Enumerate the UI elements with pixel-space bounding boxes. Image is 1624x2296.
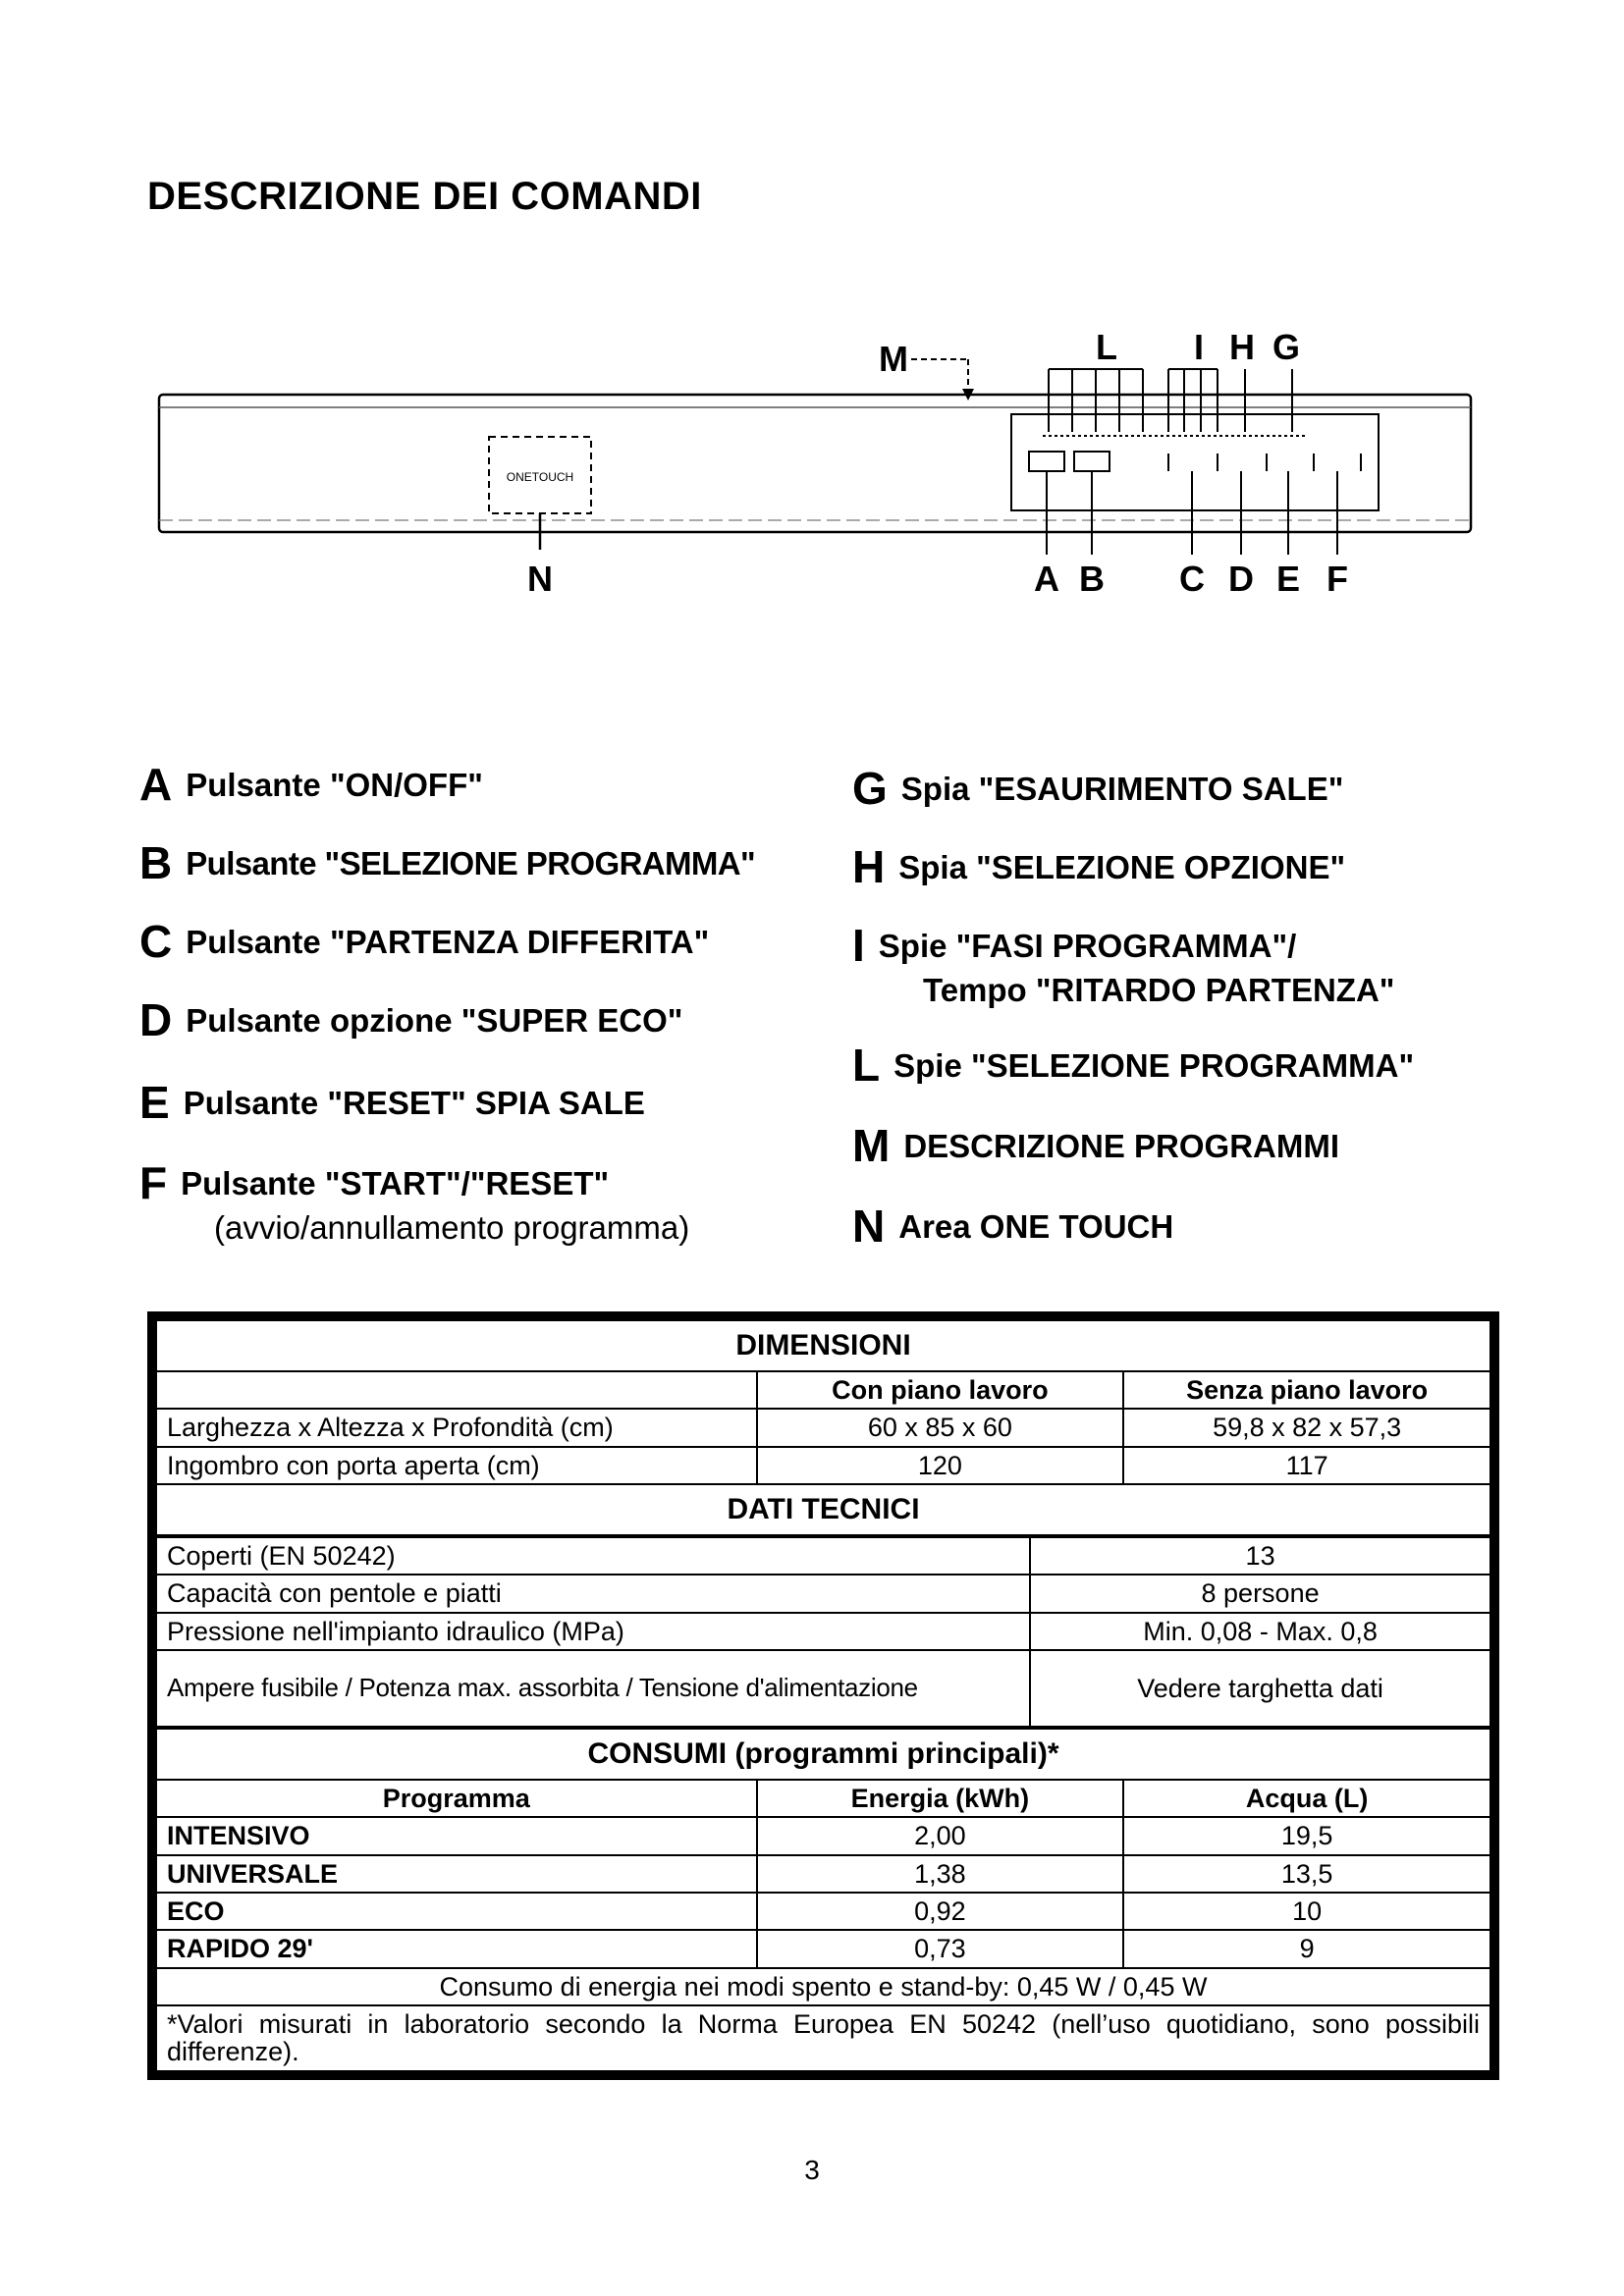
legend-item-e bbox=[139, 1076, 645, 1129]
cons-energy: 1,38 bbox=[757, 1855, 1124, 1893]
page-number: 3 bbox=[804, 2155, 820, 2185]
consumi-header: CONSUMI (programmi principali)* bbox=[156, 1729, 1490, 1780]
diagram-label-e: E bbox=[1275, 559, 1301, 599]
legend-letter: A bbox=[139, 759, 173, 810]
legend-text: Pulsante opzione "SUPER ECO" bbox=[186, 1002, 683, 1039]
legend-subtext: Tempo "RITARDO PARTENZA" bbox=[923, 972, 1395, 1008]
cons-energy: 2,00 bbox=[757, 1817, 1124, 1854]
legend-item-d bbox=[139, 993, 682, 1046]
specifications-table bbox=[147, 1311, 1499, 2080]
control-panel-diagram bbox=[147, 314, 1483, 609]
legend-item-l bbox=[852, 1039, 1414, 1092]
dim-label: Ingombro con porta aperta (cm) bbox=[156, 1447, 757, 1484]
dim-header-empty bbox=[156, 1371, 757, 1409]
legend-text: Spie "FASI PROGRAMMA"/ bbox=[878, 928, 1297, 964]
cons-energy: 0,92 bbox=[757, 1893, 1124, 1930]
cons-energy: 0,73 bbox=[757, 1930, 1124, 1967]
legend-text: Area ONE TOUCH bbox=[898, 1208, 1174, 1245]
diagram-label-d: D bbox=[1228, 559, 1254, 599]
diagram-label-i: I bbox=[1194, 327, 1205, 367]
legend-letter: M bbox=[852, 1120, 891, 1171]
legend-item-b bbox=[139, 836, 755, 889]
dim-label: Larghezza x Altezza x Profondità (cm) bbox=[156, 1409, 757, 1446]
legend-text: Spie "SELEZIONE PROGRAMMA" bbox=[893, 1047, 1415, 1084]
dati-value: 8 persone bbox=[1030, 1575, 1490, 1612]
legend-item-i bbox=[852, 919, 1394, 1009]
legend-letter: H bbox=[852, 841, 886, 892]
dim-value-1: 120 bbox=[757, 1447, 1124, 1484]
legend-letter: G bbox=[852, 763, 888, 814]
table-row bbox=[156, 1575, 1490, 1612]
legend-item-m bbox=[852, 1119, 1339, 1172]
legend-text: Pulsante "SELEZIONE PROGRAMMA" bbox=[186, 845, 756, 881]
diagram-label-a: A bbox=[1034, 559, 1059, 599]
legend-letter: N bbox=[852, 1201, 886, 1252]
cons-program: ECO bbox=[156, 1893, 757, 1930]
dim-col-header-1: Con piano lavoro bbox=[757, 1371, 1124, 1409]
dim-value-2: 59,8 x 82 x 57,3 bbox=[1123, 1409, 1490, 1446]
table-row bbox=[156, 1930, 1490, 1967]
cons-water: 19,5 bbox=[1123, 1817, 1490, 1854]
legend-letter: E bbox=[139, 1077, 170, 1128]
cons-water: 9 bbox=[1123, 1930, 1490, 1967]
table-row bbox=[156, 1447, 1490, 1484]
dim-value-1: 60 x 85 x 60 bbox=[757, 1409, 1124, 1446]
cons-program: INTENSIVO bbox=[156, 1817, 757, 1854]
legend-subtext: (avvio/annullamento programma) bbox=[214, 1209, 690, 1246]
legend-item-g bbox=[852, 762, 1343, 815]
dati-label: Capacità con pentole e piatti bbox=[156, 1575, 1030, 1612]
legend-item-c bbox=[139, 915, 709, 968]
legend-item-f bbox=[139, 1156, 689, 1247]
table-row bbox=[156, 1855, 1490, 1893]
legend-letter: D bbox=[139, 994, 173, 1045]
table-row bbox=[156, 1409, 1490, 1446]
dati-label: Coperti (EN 50242) bbox=[156, 1537, 1030, 1575]
legend-text: Spia "ESAURIMENTO SALE" bbox=[900, 771, 1344, 807]
diagram-label-c: C bbox=[1179, 559, 1205, 599]
dim-col-header-2: Senza piano lavoro bbox=[1123, 1371, 1490, 1409]
cons-program: RAPIDO 29' bbox=[156, 1930, 757, 1967]
standby-consumption: Consumo di energia nei modi spento e stand-by: 0,45 W / 0,45 W bbox=[156, 1968, 1490, 2005]
cons-col-header-1: Energia (kWh) bbox=[757, 1780, 1124, 1817]
dim-value-2: 117 bbox=[1123, 1447, 1490, 1484]
legend-item-a bbox=[139, 758, 483, 811]
dimensioni-header: DIMENSIONI bbox=[156, 1320, 1490, 1371]
cons-water: 10 bbox=[1123, 1893, 1490, 1930]
legend-text: Pulsante "START"/"RESET" bbox=[181, 1165, 610, 1201]
legend-text: Pulsante "ON/OFF" bbox=[186, 767, 483, 803]
legend-letter: L bbox=[852, 1040, 881, 1091]
legend-letter: F bbox=[139, 1157, 168, 1208]
legend-text: DESCRIZIONE PROGRAMMI bbox=[903, 1128, 1340, 1164]
dati-value: Min. 0,08 - Max. 0,8 bbox=[1030, 1613, 1490, 1650]
dati-tecnici-header: DATI TECNICI bbox=[156, 1484, 1490, 1535]
legend-text: Pulsante "PARTENZA DIFFERITA" bbox=[186, 924, 710, 960]
diagram-label-l: L bbox=[1096, 327, 1117, 367]
table-row bbox=[156, 1650, 1490, 1727]
legend-item-n bbox=[852, 1200, 1173, 1253]
button-b-shape bbox=[1074, 452, 1110, 471]
diagram-label-g: G bbox=[1272, 327, 1301, 367]
cons-program: UNIVERSALE bbox=[156, 1855, 757, 1893]
table-row bbox=[156, 1537, 1490, 1575]
cons-water: 13,5 bbox=[1123, 1855, 1490, 1893]
button-a-shape bbox=[1029, 452, 1064, 471]
table-row bbox=[156, 1893, 1490, 1930]
diagram-label-f: F bbox=[1326, 559, 1348, 599]
cons-col-header-2: Acqua (L) bbox=[1123, 1780, 1490, 1817]
legend-letter: B bbox=[139, 837, 173, 888]
legend-text: Spia "SELEZIONE OPZIONE" bbox=[898, 849, 1346, 885]
dati-label: Pressione nell'impianto idraulico (MPa) bbox=[156, 1613, 1030, 1650]
page-title: DESCRIZIONE DEI COMANDI bbox=[147, 175, 702, 218]
legend-letter: I bbox=[852, 920, 865, 971]
cons-col-header-0: Programma bbox=[156, 1780, 757, 1817]
diagram-label-h: H bbox=[1229, 327, 1255, 367]
diagram-label-b: B bbox=[1079, 559, 1105, 599]
legend-letter: C bbox=[139, 916, 173, 967]
dati-value: 13 bbox=[1030, 1537, 1490, 1575]
footnote: *Valori misurati in laboratorio secondo la Norma Europea EN 50242 (nell’uso quotidiano, sono possibili differenze). bbox=[156, 2005, 1490, 2071]
legend-item-h bbox=[852, 840, 1345, 893]
table-row bbox=[156, 1817, 1490, 1854]
legend-text: Pulsante "RESET" SPIA SALE bbox=[183, 1085, 645, 1121]
dati-label: Ampere fusibile / Potenza max. assorbita / Tensione d'alimentazione bbox=[156, 1650, 1030, 1727]
dati-value: Vedere targhetta dati bbox=[1030, 1650, 1490, 1727]
table-row bbox=[156, 1613, 1490, 1650]
diagram-label-m: M bbox=[879, 339, 908, 379]
diagram-label-n: N bbox=[527, 559, 553, 599]
control-area bbox=[1011, 414, 1379, 510]
onetouch-logo: ONETOUCH bbox=[506, 470, 574, 484]
